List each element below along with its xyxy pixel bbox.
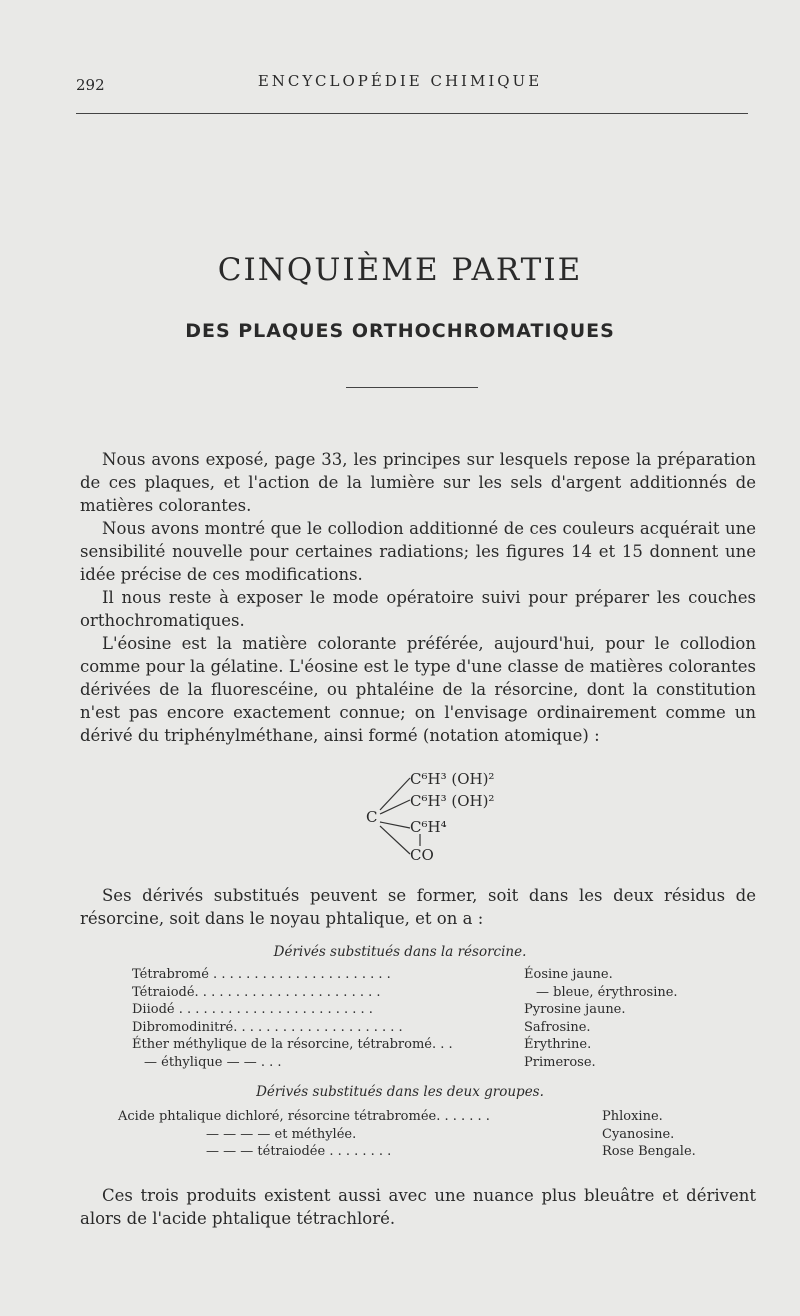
table-row	[118, 1108, 738, 1126]
formula-central-atom: C	[366, 808, 378, 826]
formula-branch: C⁶H⁴	[410, 818, 447, 836]
row-value: Primerose.	[524, 1054, 596, 1070]
row-label: Tétrabromé . . . . . . . . . . . . . . . . . . . . . .	[132, 967, 391, 982]
row-label: — — — tétraiodée . . . . . . . .	[206, 1144, 392, 1160]
part-title: CINQUIÈME PARTIE	[217, 252, 583, 288]
table-row	[118, 1143, 738, 1161]
row-label: Éther méthylique de la résorcine, tétrabromé. . .	[132, 1037, 453, 1053]
both-groups-derivatives-table	[118, 1108, 738, 1161]
table-row	[118, 1126, 738, 1144]
paragraph: Ces trois produits existent aussi avec une nuance plus bleuâtre et dérivent alors de l'acide phtalique tétrachloré.	[80, 1186, 756, 1228]
paragraph: Ses dérivés substitués peuvent se former, soit dans les deux résidus de résorcine, soit dans le noyau phtalique, et on a :	[80, 886, 756, 928]
row-label: — éthylique — — . . .	[144, 1054, 282, 1070]
page-number: 292	[76, 76, 105, 94]
row-label: Dibromodinitré. . . . . . . . . . . . . . . . . . . . .	[132, 1019, 403, 1035]
substitution-text	[80, 884, 756, 930]
chemical-formula	[364, 770, 524, 870]
row-value: Éosine jaune.	[524, 967, 613, 982]
paragraph: Nous avons exposé, page 33, les principes sur lesquels repose la préparation de ces plaques, et l'action de la lumière sur les sels d'argent additionnés de matières colorantes.	[80, 450, 756, 515]
closing-text	[80, 1184, 756, 1230]
row-value: Phloxine.	[602, 1109, 663, 1124]
row-value: Rose Bengale.	[602, 1144, 696, 1160]
row-value: Cyanosine.	[602, 1126, 675, 1142]
paragraph: Il nous reste à exposer le mode opératoire suivi pour préparer les couches orthochromatiques.	[80, 588, 756, 630]
row-value: Érythrine.	[524, 1037, 592, 1053]
paragraph: Nous avons montré que le collodion additionné de ces couleurs acquérait une sensibilité nouvelle pour certaines radiations; les figures 14 et 15 donnent une idée précise de ces modifications.	[80, 519, 756, 584]
row-value: Safrosine.	[524, 1019, 591, 1035]
paragraph: L'éosine est la matière colorante préférée, aujourd'hui, pour le collodion comme pour la gélatine. L'éosine est le type d'une classe de matières colorantes dérivées de la fluorescéine, ou phtaléine de la résorcine, dont la constitution n'est pas encore exactement connue; on l'envisage ordinairement comme un dérivé du triphénylméthane, ainsi formé (notation atomique) :	[80, 634, 756, 745]
table-caption: Dérivés substitués dans la résorcine.	[273, 944, 527, 960]
intro-text	[80, 448, 756, 747]
row-label: Tétraiodé. . . . . . . . . . . . . . . . . . . . . . .	[132, 984, 381, 1000]
part-subtitle: DES PLAQUES ORTHOCHROMATIQUES	[185, 320, 615, 342]
table-row	[132, 1001, 732, 1019]
header-rule	[76, 113, 748, 114]
row-value: — bleue, érythrosine.	[536, 984, 678, 1000]
section-divider	[346, 387, 478, 388]
table-row	[132, 984, 732, 1002]
table-row	[132, 966, 732, 984]
table-row	[132, 1036, 732, 1054]
table-row	[132, 1054, 732, 1072]
table-caption: Dérivés substitués dans les deux groupes.	[256, 1084, 544, 1100]
formula-branch: CO	[410, 846, 434, 864]
formula-branch: C⁶H³ (OH)²	[410, 792, 495, 810]
table-row	[132, 1019, 732, 1037]
resorcine-derivatives-table	[132, 966, 732, 1072]
row-label: Acide phtalique dichloré, résorcine tétrabromée. . . . . . .	[118, 1109, 490, 1124]
row-label: Diiodé . . . . . . . . . . . . . . . . . . . . . . . .	[132, 1002, 373, 1018]
running-title: ENCYCLOPÉDIE CHIMIQUE	[257, 72, 543, 90]
row-label: — — — — et méthylée.	[206, 1126, 357, 1142]
row-value: Pyrosine jaune.	[524, 1002, 626, 1018]
formula-branch: C⁶H³ (OH)²	[410, 770, 495, 788]
